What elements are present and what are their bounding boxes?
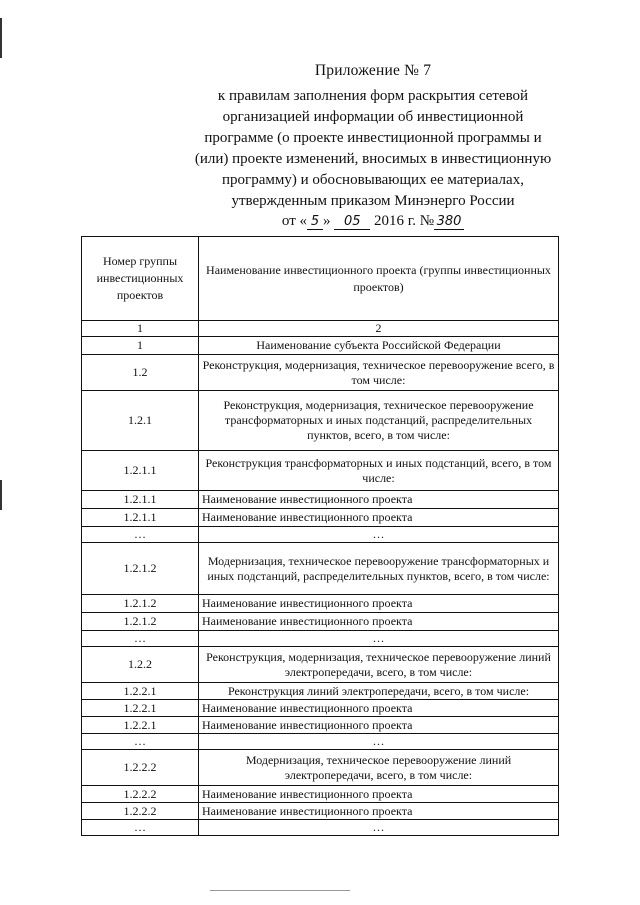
date-year: 2016 г. №: [374, 213, 435, 229]
table-row: [82, 786, 559, 803]
row-project-name: Наименование инвестиционного проекта: [199, 491, 559, 509]
row-project-name: …: [199, 527, 559, 543]
order-number: 380: [434, 215, 464, 230]
row-group-number: 1.2.1.1: [82, 509, 199, 527]
table-row: [82, 451, 559, 491]
table-header-row: [82, 237, 559, 321]
row-group-number: 1: [82, 321, 199, 337]
appendix-title: Приложение № 7: [314, 62, 432, 79]
row-project-name: Модернизация, техническое перевооружение линий электропередачи, всего, в том числе:: [199, 750, 559, 786]
row-group-number: …: [82, 527, 199, 543]
row-group-number: 1.2.2.2: [82, 803, 199, 820]
date-prefix: от «: [281, 213, 308, 229]
table-row: [82, 631, 559, 647]
row-project-name: Реконструкция, модернизация, техническое перевооружение трансформаторных и иных подстанций, распределительных пунктов, всего, в том числе:: [199, 391, 559, 451]
table-row: [82, 491, 559, 509]
table-row: [82, 321, 559, 337]
row-project-name: Реконструкция, модернизация, техническое перевооружение всего, в том числе:: [199, 355, 559, 391]
table-row: [82, 734, 559, 750]
table-row: [82, 750, 559, 786]
row-group-number: 1.2.2.2: [82, 786, 199, 803]
row-group-number: …: [82, 631, 199, 647]
row-project-name: Наименование инвестиционного проекта: [199, 700, 559, 717]
row-group-number: 1.2.1.2: [82, 595, 199, 613]
header-line-1: к правилам заполнения форм раскрытия сетевой: [217, 88, 529, 104]
date-day: 5: [307, 215, 323, 230]
header-group-number: Номер группы инвестиционных проектов: [82, 237, 199, 321]
table-row: [82, 391, 559, 451]
table-row: [82, 595, 559, 613]
row-project-name: Наименование инвестиционного проекта: [199, 786, 559, 803]
row-project-name: Наименование инвестиционного проекта: [199, 717, 559, 734]
header-line-3: программе (о проекте инвестиционной программы и: [204, 130, 542, 146]
row-project-name: Наименование инвестиционного проекта: [199, 509, 559, 527]
row-project-name: Наименование субъекта Российской Федерации: [199, 337, 559, 355]
table-row: [82, 337, 559, 355]
table-row: [82, 543, 559, 595]
row-group-number: …: [82, 820, 199, 836]
row-group-number: 1.2.1.2: [82, 613, 199, 631]
row-group-number: 1.2.1: [82, 391, 199, 451]
table-row: [82, 527, 559, 543]
header-line-4: (или) проекте изменений, вносимых в инвестиционную: [194, 151, 552, 167]
order-date-line: [0, 213, 640, 230]
row-project-name: …: [199, 631, 559, 647]
table-row: [82, 803, 559, 820]
table-row: [82, 647, 559, 683]
date-mid: »: [323, 213, 331, 229]
row-project-name: Наименование инвестиционного проекта: [199, 595, 559, 613]
table-row: [82, 700, 559, 717]
row-group-number: …: [82, 734, 199, 750]
header-line-2: организацией информации об инвестиционной: [222, 109, 524, 125]
scan-edge-mark-bottom: [0, 480, 2, 510]
row-project-name: Реконструкция линий электропередачи, всего, в том числе:: [199, 683, 559, 700]
table-row: [82, 613, 559, 631]
scan-bottom-mark: [210, 890, 350, 891]
row-group-number: 1.2.2.1: [82, 683, 199, 700]
table-row: [82, 509, 559, 527]
row-group-number: 1.2.2.2: [82, 750, 199, 786]
row-group-number: 1.2: [82, 355, 199, 391]
scan-edge-mark-top: [0, 18, 2, 58]
row-project-name: …: [199, 734, 559, 750]
row-group-number: 1.2.1.1: [82, 491, 199, 509]
header-line-6: утвержденным приказом Минэнерго России: [231, 193, 515, 209]
row-project-name: …: [199, 820, 559, 836]
investment-projects-table: [81, 236, 559, 836]
row-group-number: 1: [82, 337, 199, 355]
table-row: [82, 683, 559, 700]
table-row: [82, 355, 559, 391]
row-project-name: Реконструкция трансформаторных и иных подстанций, всего, в том числе:: [199, 451, 559, 491]
header-line-5: программу) и обосновывающих ее материалах,: [222, 172, 524, 188]
row-project-name: Модернизация, техническое перевооружение трансформаторных и иных подстанций, распределительных пунктов, всего, в том числе:: [199, 543, 559, 595]
header-project-name: Наименование инвестиционного проекта (группы инвестиционных проектов): [199, 237, 559, 321]
row-project-name: Наименование инвестиционного проекта: [199, 613, 559, 631]
table-body: [82, 321, 559, 836]
row-project-name: 2: [199, 321, 559, 337]
row-group-number: 1.2.1.1: [82, 451, 199, 491]
row-group-number: 1.2.2: [82, 647, 199, 683]
table-row: [82, 717, 559, 734]
row-group-number: 1.2.1.2: [82, 543, 199, 595]
row-group-number: 1.2.2.1: [82, 700, 199, 717]
date-month: 05: [334, 215, 370, 230]
row-project-name: Реконструкция, модернизация, техническое перевооружение линий электропередачи, всего, в том числе:: [199, 647, 559, 683]
row-group-number: 1.2.2.1: [82, 717, 199, 734]
row-project-name: Наименование инвестиционного проекта: [199, 803, 559, 820]
table-row: [82, 820, 559, 836]
